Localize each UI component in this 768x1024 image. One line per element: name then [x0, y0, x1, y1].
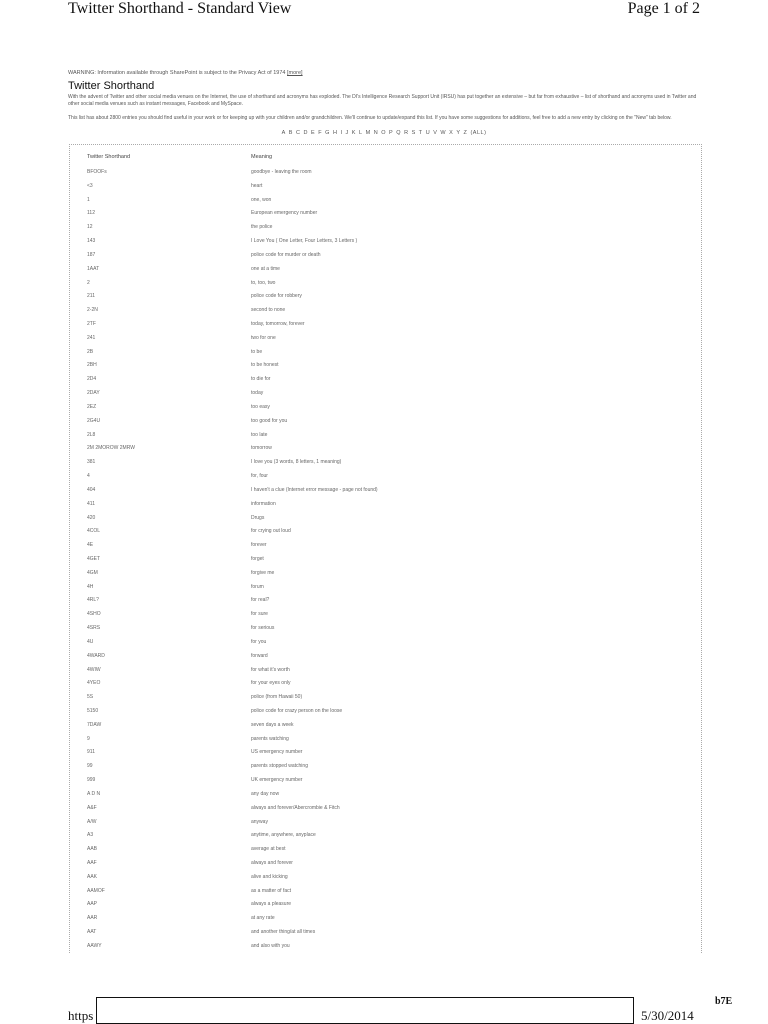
list-item: [0, 388, 768, 402]
shorthand-term[interactable]: 9: [87, 735, 90, 742]
list-item: [0, 899, 768, 913]
shorthand-term[interactable]: 2EZ: [87, 403, 97, 410]
list-item: [0, 167, 768, 181]
shorthand-term[interactable]: 2DAY: [87, 390, 100, 397]
alpha-link[interactable]: X: [449, 130, 454, 136]
shorthand-term[interactable]: 2B: [87, 348, 94, 355]
list-item: [0, 775, 768, 789]
list-item: [0, 250, 768, 264]
shorthand-term[interactable]: 112: [87, 210, 95, 217]
redaction-box: [96, 997, 634, 1024]
shorthand-meaning: anyway: [251, 818, 268, 825]
shorthand-meaning: forward: [251, 652, 268, 659]
shorthand-meaning: to be honest: [251, 362, 279, 369]
list-item: [0, 457, 768, 471]
shorthand-meaning: parents watching: [251, 735, 289, 742]
shorthand-meaning: as a matter of fact: [251, 887, 292, 894]
list-item: [0, 761, 768, 775]
shorthand-meaning: any day now: [251, 790, 280, 797]
list-item: [0, 747, 768, 761]
list-item: [0, 181, 768, 195]
shorthand-term[interactable]: 4: [87, 473, 90, 480]
shorthand-meaning: forget: [251, 555, 264, 562]
shorthand-term[interactable]: 5150: [87, 707, 99, 714]
alpha-link[interactable]: Y: [456, 130, 461, 136]
shorthand-meaning: UK emergency number: [251, 777, 303, 784]
shorthand-meaning: European emergency number: [251, 210, 318, 217]
alpha-link[interactable]: H: [332, 130, 338, 136]
list-item: [0, 886, 768, 900]
footer-url: https: [68, 1008, 94, 1023]
shorthand-meaning: for your eyes only: [251, 680, 291, 687]
shorthand-meaning: today, tomorrow, forever: [251, 321, 305, 328]
list-item: [0, 582, 768, 596]
shorthand-term[interactable]: A&F: [87, 804, 97, 811]
shorthand-term[interactable]: 404: [87, 486, 96, 493]
shorthand-meaning: police code for murder or death: [251, 251, 321, 258]
shorthand-meaning: always and forever/Abercrombie & Fitch: [251, 804, 340, 811]
list-item: [0, 568, 768, 582]
shorthand-term[interactable]: AAK: [87, 873, 98, 880]
list-item: [0, 305, 768, 319]
alpha-link[interactable]: P: [389, 130, 394, 136]
list-item: [0, 665, 768, 679]
shorthand-term[interactable]: 411: [87, 500, 95, 507]
shorthand-term[interactable]: 2TF: [87, 321, 96, 328]
shorthand-term[interactable]: 2M 2MOROW 2MRW: [87, 445, 135, 452]
shorthand-term[interactable]: 911: [87, 749, 95, 756]
shorthand-term[interactable]: 4SHO: [87, 611, 101, 618]
shorthand-term[interactable]: 4GET: [87, 555, 101, 562]
shorthand-meaning: I love you (3 words, 8 letters, 1 meaning): [251, 459, 342, 466]
list-item: [0, 678, 768, 692]
shorthand-term[interactable]: BFOOFs: [87, 169, 107, 175]
shorthand-meaning: I haven't a clue (Internet error message - page not found): [251, 486, 378, 493]
shorthand-term[interactable]: 4WARD: [87, 652, 105, 659]
shorthand-meaning: police (from Hawaii 50): [251, 694, 303, 701]
shorthand-meaning: to, too, two: [251, 279, 276, 286]
alphabet-filter: [0, 130, 768, 136]
shorthand-meaning: goodbye - leaving the room: [251, 169, 312, 175]
alpha-link[interactable]: W: [440, 130, 447, 136]
shorthand-meaning: I Love You ( One Letter, Four Letters, 3 Letters ): [251, 238, 358, 245]
list-item: [0, 291, 768, 305]
list-item: [0, 803, 768, 817]
page-number: Page 1 of 2: [627, 0, 700, 17]
shorthand-term[interactable]: AAP: [87, 901, 98, 908]
shorthand-meaning: always and forever: [251, 860, 293, 866]
privacy-warning: [68, 70, 303, 76]
alpha-link[interactable]: C: [295, 130, 301, 136]
shorthand-term[interactable]: 7DAW: [87, 721, 102, 728]
shorthand-meaning: always a pleasure: [251, 901, 292, 908]
shorthand-term[interactable]: AAT: [87, 929, 97, 936]
shorthand-meaning: alive and kicking: [251, 873, 288, 880]
list-item: [0, 913, 768, 927]
shorthand-meaning: too late: [251, 431, 268, 438]
shorthand-term[interactable]: AAWY: [87, 942, 102, 949]
shorthand-meaning: two for one: [251, 334, 276, 341]
shorthand-term[interactable]: AAF: [87, 860, 97, 866]
list-item: [0, 319, 768, 333]
shorthand-term[interactable]: 420: [87, 514, 96, 521]
list-item: [0, 430, 768, 444]
shorthand-meaning: forum: [251, 583, 264, 590]
list-item: [0, 734, 768, 748]
shorthand-term[interactable]: A/W: [87, 818, 97, 825]
list-item: [0, 278, 768, 292]
shorthand-term[interactable]: 4GM: [87, 569, 98, 576]
intro-paragraph-2: This list has about 2800 entries you should find useful in your work or for keeping up with your children and/or grandchildren. We'll continue to update/expand this list. If you have some suggestions for additions, feel free to add a new entry by clicking on the "New" tab below.: [68, 115, 672, 121]
shorthand-term[interactable]: 4WIW: [87, 666, 101, 673]
list-item: [0, 692, 768, 706]
list-item: [0, 609, 768, 623]
alpha-link[interactable]: J: [345, 130, 349, 136]
list-item: [0, 360, 768, 374]
shorthand-meaning: forever: [251, 542, 267, 549]
shorthand-meaning: average at best: [251, 846, 286, 853]
shorthand-term[interactable]: 4H: [87, 583, 94, 590]
shorthand-term[interactable]: 381: [87, 459, 96, 466]
shorthand-term[interactable]: 2-2N: [87, 307, 98, 314]
list-item: [0, 195, 768, 209]
shorthand-term[interactable]: 187: [87, 251, 96, 258]
shorthand-term[interactable]: 2: [87, 279, 90, 286]
alpha-link[interactable]: L: [359, 130, 363, 136]
list-item: [0, 540, 768, 554]
shorthand-meaning: for, four: [251, 473, 268, 480]
list-item: [0, 443, 768, 457]
shorthand-term[interactable]: A3: [87, 832, 94, 839]
document-title: Twitter Shorthand: [68, 80, 155, 92]
alpha-link[interactable]: D: [303, 130, 308, 136]
shorthand-meaning: police code for crazy person on the loose: [251, 707, 343, 714]
shorthand-term[interactable]: 2G4U: [87, 417, 101, 424]
list-item: [0, 513, 768, 527]
shorthand-meaning: seven days a week: [251, 721, 294, 728]
shorthand-meaning: too easy: [251, 403, 270, 410]
shorthand-term[interactable]: 211: [87, 293, 95, 300]
shorthand-meaning: for sure: [251, 611, 268, 618]
list-item: [0, 651, 768, 665]
shorthand-term[interactable]: AAB: [87, 846, 98, 853]
shorthand-term[interactable]: 1AAT: [87, 265, 100, 272]
alpha-link[interactable]: T: [418, 130, 423, 136]
list-item: [0, 374, 768, 388]
shorthand-term[interactable]: 999: [87, 777, 96, 784]
list-item: [0, 222, 768, 236]
shorthand-meaning: to be: [251, 348, 263, 355]
column-header-shorthand[interactable]: Twitter Shorthand: [87, 154, 131, 160]
shorthand-meaning: and another thing/at all times: [251, 929, 316, 936]
alpha-link[interactable]: F: [318, 130, 323, 136]
shorthand-term[interactable]: 4YEO: [87, 680, 101, 687]
list-item: [0, 208, 768, 222]
shorthand-term[interactable]: 143: [87, 238, 96, 245]
shorthand-meaning: anytime, anywhere, anyplace: [251, 832, 316, 839]
shorthand-meaning: one, won: [251, 196, 272, 203]
shorthand-meaning: for crying out loud: [251, 528, 291, 535]
alpha-link[interactable]: Z: [463, 130, 468, 136]
list-item: [0, 720, 768, 734]
shorthand-meaning: Drugs: [251, 514, 265, 521]
shorthand-term[interactable]: 2L8: [87, 431, 96, 438]
alpha-link-all[interactable]: (ALL): [470, 130, 487, 136]
shorthand-meaning: heart: [251, 182, 263, 189]
alpha-link[interactable]: Q: [396, 130, 402, 136]
list-item: [0, 706, 768, 720]
alpha-link[interactable]: M: [365, 130, 371, 136]
shorthand-meaning: at any rate: [251, 915, 275, 922]
list-item: [0, 264, 768, 278]
shorthand-meaning: US emergency number: [251, 749, 303, 756]
shorthand-meaning: police code for robbery: [251, 293, 302, 300]
page-header-title: Twitter Shorthand - Standard View: [68, 0, 292, 17]
list-item: [0, 858, 768, 872]
list-item: [0, 830, 768, 844]
shorthand-meaning: the police: [251, 224, 273, 231]
shorthand-term[interactable]: 99: [87, 763, 93, 770]
list-item: [0, 485, 768, 499]
list-item: [0, 623, 768, 637]
list-item: [0, 844, 768, 858]
shorthand-meaning: today: [251, 390, 264, 397]
alpha-link[interactable]: R: [404, 130, 409, 136]
list-item: [0, 554, 768, 568]
alpha-link[interactable]: A: [281, 130, 286, 136]
shorthand-term[interactable]: A D N: [87, 790, 101, 797]
list-item: [0, 941, 768, 955]
alpha-link[interactable]: K: [351, 130, 356, 136]
list-item: [0, 872, 768, 886]
shorthand-meaning: for you: [251, 638, 267, 645]
shorthand-term[interactable]: 4SRS: [87, 625, 101, 632]
shorthand-term[interactable]: 2BH: [87, 362, 97, 369]
footer-date: 5/30/2014: [641, 1008, 694, 1023]
shorthand-term[interactable]: 5S: [87, 694, 94, 701]
list-item: [0, 333, 768, 347]
alpha-link[interactable]: U: [425, 130, 431, 136]
list-item: [0, 789, 768, 803]
shorthand-meaning: for what it's worth: [251, 666, 290, 673]
list-item: [0, 347, 768, 361]
shorthand-meaning: for real?: [251, 597, 270, 604]
shorthand-term[interactable]: <3: [87, 182, 93, 189]
shorthand-meaning: to die for: [251, 376, 271, 383]
shorthand-term[interactable]: AAMOF: [87, 887, 105, 894]
list-item: [0, 595, 768, 609]
list-item: [0, 402, 768, 416]
shorthand-meaning: and also with you: [251, 942, 290, 949]
shorthand-meaning: information: [251, 500, 276, 507]
alpha-link[interactable]: I: [340, 130, 343, 136]
list-item: [0, 817, 768, 831]
alpha-link[interactable]: E: [311, 130, 316, 136]
more-link[interactable]: [more]: [287, 70, 303, 76]
list-item: [0, 499, 768, 513]
list-item: [0, 416, 768, 430]
shorthand-meaning: tomorrow: [251, 445, 272, 452]
column-header-meaning[interactable]: Meaning: [251, 154, 273, 160]
list-item: [0, 236, 768, 250]
alpha-link[interactable]: B: [288, 130, 293, 136]
shorthand-term[interactable]: 4U: [87, 638, 94, 645]
shorthand-term[interactable]: 12: [87, 224, 93, 231]
list-item: [0, 637, 768, 651]
shorthand-term[interactable]: 4E: [87, 542, 94, 549]
shorthand-meaning: one at a time: [251, 265, 280, 272]
exemption-code: b7E: [715, 996, 733, 1007]
alpha-link[interactable]: O: [381, 130, 387, 136]
shorthand-term[interactable]: 241: [87, 334, 96, 341]
intro-paragraph-1: With the advent of Twitter and other social media venues on the Internet, the use of shorthand and acronyms has exploded. The DI's Intelligence Research Support Unit (IRSU) has put together an extensive – but far from exhaustive – list of shorthand and acronyms used in Twitter and other social media venues such as instant messages, Facebook and MySpace.: [68, 94, 697, 107]
alpha-link[interactable]: S: [411, 130, 416, 136]
alpha-link[interactable]: N: [373, 130, 379, 136]
list-item: [0, 526, 768, 540]
shorthand-term[interactable]: 1: [87, 196, 90, 203]
shorthand-term[interactable]: AAR: [87, 915, 98, 922]
shorthand-meaning: forgive me: [251, 569, 275, 576]
shorthand-term[interactable]: 2D4: [87, 376, 97, 383]
privacy-warning-text: WARNING: Information available through SharePoint is subject to the Privacy Act of 1974: [68, 70, 287, 76]
shorthand-meaning: too good for you: [251, 417, 288, 424]
alpha-link[interactable]: G: [325, 130, 330, 136]
shorthand-term[interactable]: 4COL: [87, 528, 101, 535]
list-item: [0, 927, 768, 941]
list-item: [0, 471, 768, 485]
shorthand-meaning: second to none: [251, 307, 286, 314]
shorthand-term[interactable]: 4RL?: [87, 597, 99, 604]
shorthand-meaning: for serious: [251, 625, 275, 632]
alpha-link[interactable]: V: [433, 130, 438, 136]
shorthand-meaning: parents stopped watching: [251, 763, 308, 770]
